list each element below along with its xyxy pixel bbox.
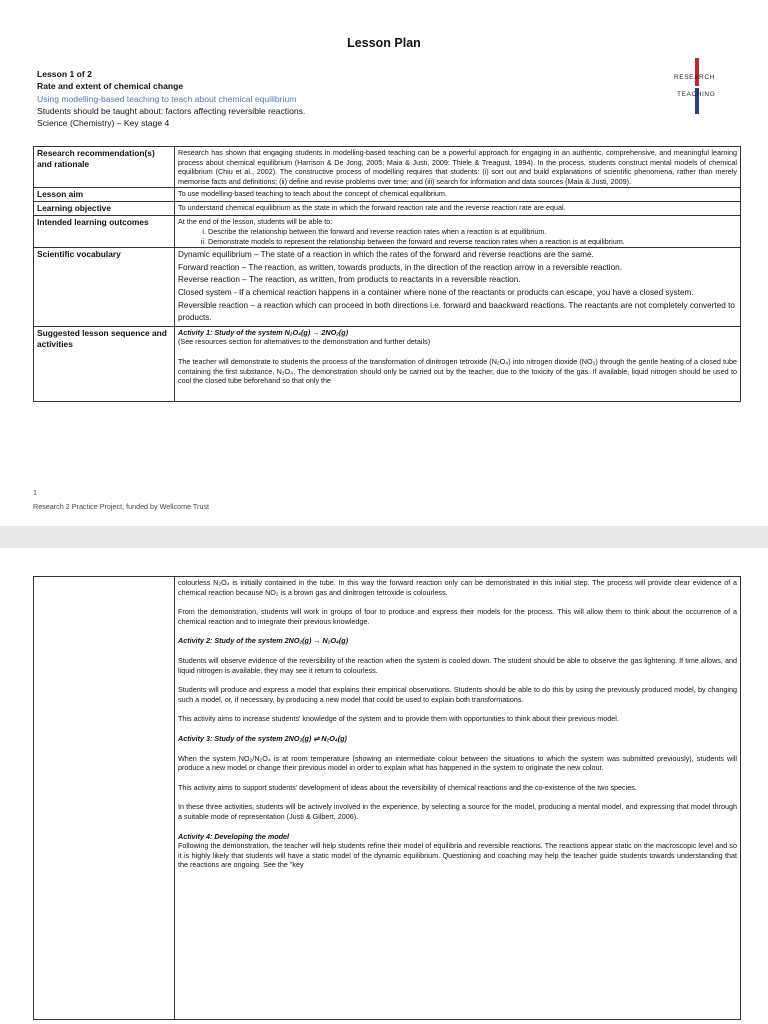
subject: Science (Chemistry) – Key stage 4 [37, 118, 170, 129]
vocab-item: Reversible reaction – a reaction which can proceed in both directions i.e. forward and baackward reactions. The reactants are not completely converted to products. [178, 300, 735, 323]
page-title: Lesson Plan [347, 36, 421, 50]
lesson-plan-table [33, 146, 741, 402]
row-content [175, 326, 741, 401]
row-heading: Suggested lesson sequence and activities [34, 326, 175, 401]
table-row [34, 202, 741, 216]
paragraph: From the demonstration, students will work in groups of four to produce and express their models for the process. This will allow them to think about the occurrence of a chemical reaction and to integrate their previous knowledge. [178, 607, 737, 626]
vocab-item: Reverse reaction – The reaction, as written, from products to reactants in a reversible reaction. [178, 275, 521, 285]
row-heading: Research recommendation(s) and rationale [34, 147, 175, 188]
outcomes-list [178, 227, 737, 246]
activity-1-title: Activity 1: Study of the system N₂O₄(g) → 2NO₂(g) [178, 327, 349, 337]
row-heading: Scientific vocabulary [34, 248, 175, 327]
activity-3-title: Activity 3: Study of the system 2NO₂(g) ⇌ N₂O₄(g) [178, 733, 347, 743]
paragraph: When the system NO₂/N₂O₄ is at room temperature (showing an intermediate colour between the situations to which the system was submitted previously), students will produce a new model or change their previous model in order to explain what has happened in the system to originate the new colour. [178, 753, 737, 773]
activity-1-body: The teacher will demonstrate to students the process of the transformation of dinitrogen tetroxide (N₂O₄) into nitrogen dioxide (NO₂) through the gentle heating of a closed tube containing the first substance, N₂O₄. The demonstration should only be carried out by the teacher, due to the toxicity of the gas. If available, liquid nitrogen should be used to cool the closed tube beforehand so that only the [178, 356, 737, 386]
paragraph: Students will produce and express a model that explains their empirical observations. Students should be able to do this by using the previously produced model, by changing such a model, or, if necessary, by producing a new model that could be used to explain both transformations. [178, 685, 737, 704]
students-taught: Students should be taught about: factors affecting reversible reactions. [37, 105, 306, 116]
activity-4-title: Activity 4: Developing the model [178, 831, 290, 841]
lesson-meta [37, 68, 305, 129]
activity-2-title: Activity 2: Study of the system 2NO₂(g) → N₂O₄(g) [178, 636, 349, 646]
row-heading [34, 577, 175, 1020]
table-row [34, 216, 741, 248]
vocab-item: Dynamic equilibrium – The state of a reaction in which the rates of the forward and reverse reactions are the same. [178, 250, 594, 260]
logo-text-teaching: TEACHING [677, 91, 716, 98]
paragraph: This activity aims to increase students' knowledge of the system and to provide them with opportunities to think about their previous model. [178, 714, 619, 724]
table-row [34, 326, 741, 401]
list-item: ii. Demonstrate models to represent the relationship between the forward and reverse reaction rates when a reaction is at equilibrium. [208, 237, 737, 247]
row-heading: Learning objective [34, 202, 175, 216]
row-content: To understand chemical equilibrium as the state in which the forward reaction rate and the reverse reaction rate are equal. [175, 202, 741, 216]
row-content [175, 577, 741, 1020]
paragraph: In these three activities, students will be actively involved in the experience, by selecting a source for the model, producing a mental model, and expressing that model through a suitable mode of representation (Justi & Gilbert, 2006). [178, 802, 737, 821]
table-row [34, 248, 741, 327]
lesson-subtitle: Using modelling-based teaching to teach about chemical equilibrium [37, 93, 297, 104]
activity-1-note: (See resources section for alternatives to the demonstration and further details) [178, 337, 431, 347]
footer-text: Research 2 Practice Project, funded by Wellcome Trust [33, 502, 210, 511]
row-content [175, 248, 741, 327]
row-heading: Intended learning outcomes [34, 216, 175, 248]
logo-text-research: RESEARCH [674, 74, 715, 81]
paragraph: colourless N₂O₄ is initially contained in the tube. In this way the forward reaction only can be demonstrated in this initial step. The process will provide clear evidence of a chemical reaction because NO₂ is a brown gas and dinitrogen tetroxide is colourless. [178, 578, 737, 597]
vocab-item: Closed system - If a chemical reaction happens in a container where none of the reactants or products can escape, you have a closed system. [178, 287, 694, 297]
row-content: To use modelling-based teaching to teach about the concept of chemical equilibrium. [175, 188, 741, 202]
row-heading: Lesson aim [34, 188, 175, 202]
outcomes-intro: At the end of the lesson, students will be able to: [178, 217, 333, 227]
vocab-item: Forward reaction – The reaction, as written, towards products, in the direction of the reaction arrow in a reversible reaction. [178, 262, 623, 272]
lesson-topic: Rate and extent of chemical change [37, 81, 184, 92]
row-content: Research has shown that engaging students in modelling-based teaching can be a powerful approach for engaging in an authentic, comprehensive, and meaningful learning process about chemical equilibrium (Harrison & De Jong, 2005; Maia & Justi, 2009: Thiele & Treagust, 1994). In the process, students construct mental models of chemical equilibrium (Chiu et al., 2002). The constructive process of modelling requires that students: (i) sort out and build explanations of scientific phenomena, rather than merely memorise facts and definitions; (ii) define and revise problems over time; and (iii) search for information and data sources (Maia & Justi, 2009). [175, 147, 741, 188]
table-row [34, 147, 741, 188]
footer-page-number: 1 [33, 488, 37, 497]
page-2 [0, 548, 768, 1024]
list-item: i. Describe the relationship between the forward and reverse reaction rates when a reaction is at equilibrium. [208, 227, 737, 237]
paragraph: This activity aims to support students' development of ideas about the reversibility of chemical reactions and the co-existence of the two species. [178, 782, 637, 792]
table-row [34, 577, 741, 1020]
row-content [175, 216, 741, 248]
lesson-plan-table-continued [33, 576, 741, 1020]
table-row [34, 188, 741, 202]
paragraph: Following the demonstration, the teacher will help students refine their model of equilibria and reversible reactions. The reactions appear static on the macroscopic level and so it is highly likely that students will have a static model of the dynamic equilibrium. Questioning and coaching may help the teacher guide students towards understanding that the reactions are ongoing. See the "key [178, 841, 737, 870]
research-teaching-logo [672, 58, 732, 118]
lesson-number: Lesson 1 of 2 [37, 69, 92, 79]
paragraph: Students will observe evidence of the reversibility of the reaction when the system is cooled down. The student should be able to observe the gas lightening. If time allows, and liquid nitrogen is available, they may see it return to colourless. [178, 655, 737, 675]
